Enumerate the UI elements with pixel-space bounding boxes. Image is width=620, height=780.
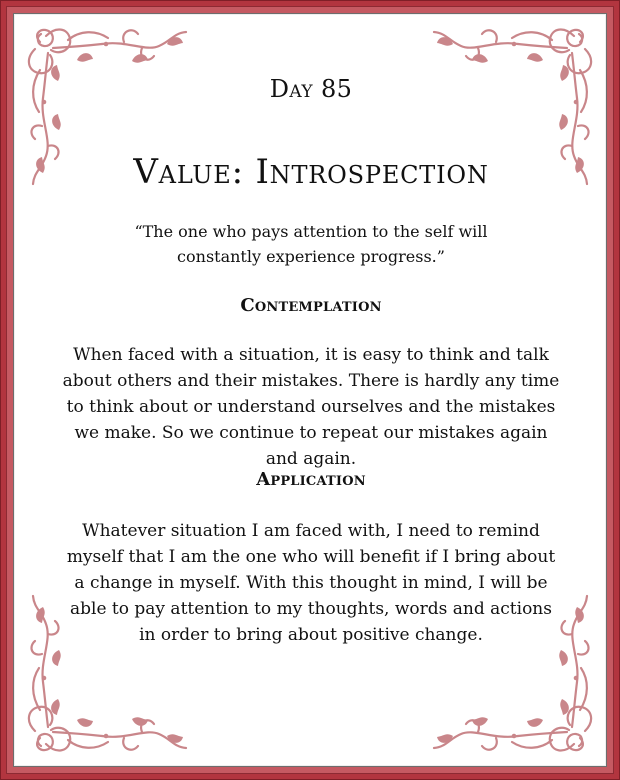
application-heading: Application xyxy=(256,469,366,490)
application-paragraph: Whatever situation I am faced with, I need to remind myself that I am the one who will benefit if I bring about a change in myself. With this thought in mind, I will be able to pay attention to my thoughts, words and actions in order to bring about positive change. xyxy=(66,521,556,645)
page-title: Value: Introspection xyxy=(133,152,489,192)
page-card xyxy=(13,13,607,767)
day-label: Day 85 xyxy=(269,75,353,103)
quote-text: “The one who pays attention to the self will constantly experience progress.” xyxy=(134,222,488,266)
contemplation-paragraph: When faced with a situation, it is easy to think and talk about others and their mistakes. There is hardly any time to think about or understand ourselves and the mistakes we make. So we continue to repeat our mistakes again and again. xyxy=(62,345,560,469)
contemplation-heading: Contemplation xyxy=(240,295,382,316)
